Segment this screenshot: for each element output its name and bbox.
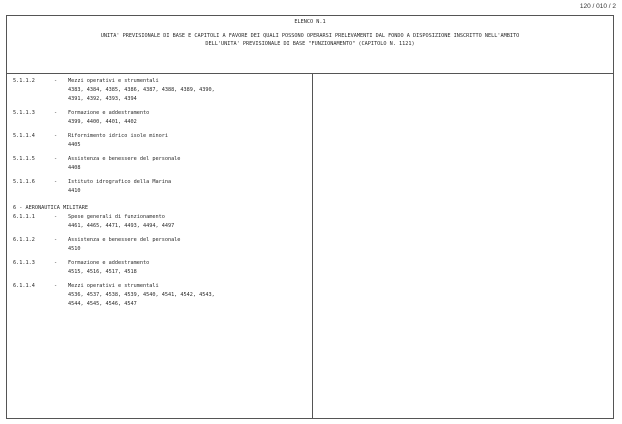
entry-row: [13, 260, 309, 269]
entry-label: Rifornimento idrico isole minori: [68, 133, 168, 139]
chapter-numbers: 4408: [68, 165, 81, 171]
chapter-numbers: 4510: [68, 246, 81, 252]
document-table: [6, 15, 614, 419]
entry-row: [13, 110, 309, 119]
chapter-numbers: 4515, 4516, 4517, 4518: [68, 269, 137, 275]
chapter-numbers: 4399, 4400, 4401, 4402: [68, 119, 137, 125]
left-column: [13, 78, 309, 310]
chapter-numbers: 4383, 4384, 4385, 4386, 4387, 4388, 4389, 4390,: [68, 87, 215, 93]
chapter-numbers: 4536, 4537, 4538, 4539, 4540, 4541, 4542, 4543,: [68, 292, 215, 298]
list-title: ELENCO N.1: [294, 19, 326, 25]
entry-label: Assistenza e benessere del personale: [68, 237, 181, 243]
entry-row: [13, 179, 309, 188]
entry-label: Formazione e addestramento: [68, 110, 150, 116]
entry-code: 5.1.1.5: [13, 156, 35, 162]
entry-label: Mezzi operativi e strumentali: [68, 283, 159, 289]
page-number: 120 / 010 / 2: [579, 3, 616, 10]
entry-code: 6.1.1.3: [13, 260, 35, 266]
entry-code: 5.1.1.2: [13, 78, 35, 84]
entry-dash: -: [54, 214, 58, 220]
header-line-2: DELL'UNITA' PREVISIONALE DI BASE "FUNZIONAMENTO" (CAPITOLO N. 1121): [205, 41, 415, 47]
entry-dash: -: [54, 156, 58, 162]
entry-row: [13, 283, 309, 292]
chapter-numbers: 4405: [68, 142, 81, 148]
entry-code: 5.1.1.3: [13, 110, 35, 116]
entry-row: [13, 78, 309, 87]
entry-dash: -: [54, 237, 58, 243]
entry-code: 5.1.1.6: [13, 179, 35, 185]
entry-code: 5.1.1.4: [13, 133, 35, 139]
entry-dash: -: [54, 283, 58, 289]
entry-dash: -: [54, 133, 58, 139]
chapter-numbers: 4410: [68, 188, 81, 194]
entry-row: [13, 133, 309, 142]
entry-dash: -: [54, 78, 58, 84]
entry-code: 6.1.1.4: [13, 283, 35, 289]
entry-code: 6.1.1.2: [13, 237, 35, 243]
entry-label: Mezzi operativi e strumentali: [68, 78, 159, 84]
entry-label: Assistenza e benessere del personale: [68, 156, 181, 162]
entry-row: [13, 214, 309, 223]
entry-row: [13, 237, 309, 246]
entry-label: Spese generali di funzionamento: [68, 214, 165, 220]
chapter-numbers: 4544, 4545, 4546, 4547: [68, 301, 137, 307]
entry-label: Istituto idrografico della Marina: [68, 179, 172, 185]
column-divider: [312, 74, 313, 418]
chapter-numbers: 4391, 4392, 4393, 4394: [68, 96, 137, 102]
chapter-numbers: 4461, 4465, 4471, 4493, 4494, 4497: [68, 223, 175, 229]
entry-dash: -: [54, 110, 58, 116]
entry-dash: -: [54, 179, 58, 185]
entry-dash: -: [54, 260, 58, 266]
entry-code: 6.1.1.1: [13, 214, 35, 220]
header-line-1: UNITA' PREVISIONALE DI BASE E CAPITOLI A FAVORE DEI QUALI POSSONO OPERARSI PRELEVAMENTI DAL FONDO A DISPOSIZIONE INSCRITTO NELL'AMBITO: [100, 33, 520, 39]
section-heading: 6 - AERONAUTICA MILITARE: [13, 205, 88, 211]
entry-label: Formazione e addestramento: [68, 260, 150, 266]
table-header: [7, 16, 613, 74]
entry-row: [13, 156, 309, 165]
